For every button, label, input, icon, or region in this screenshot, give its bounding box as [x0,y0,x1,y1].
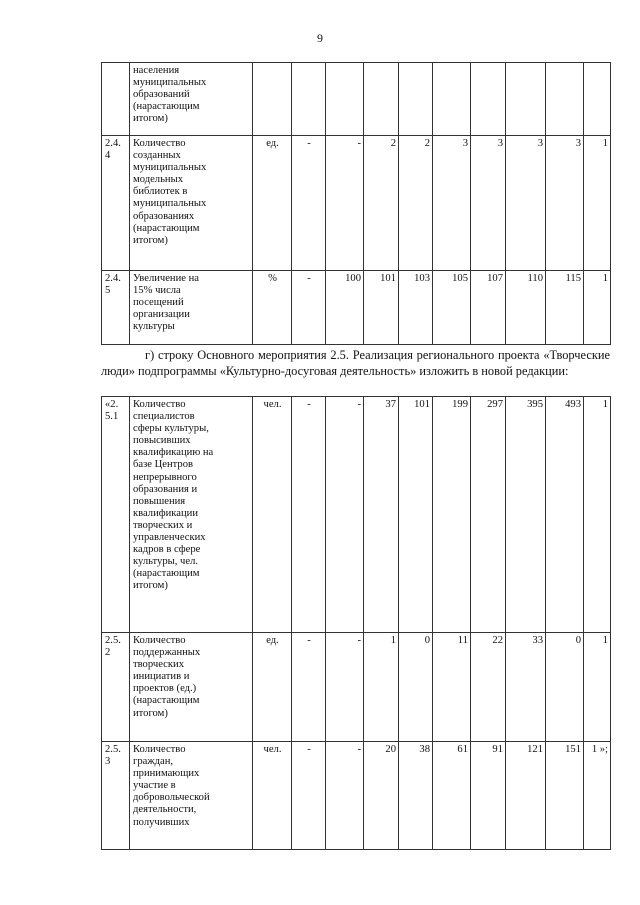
weight-value: 1 [584,397,611,633]
description-line: итогом) [133,113,168,125]
unit-of-measure: ед. [253,136,292,271]
description-line: культуры [133,321,175,333]
year-value: 33 [506,633,546,742]
year-value: 61 [433,742,471,850]
description-line: итогом) [133,234,168,246]
base-value-1: - [292,271,326,345]
year-value: 199 [433,397,471,633]
description-line: сферы культуры, [133,423,209,435]
weight-value: 1 [584,271,611,345]
year-value: 22 [471,633,506,742]
year-value: 3 [471,136,506,271]
description-line: творческих и [133,519,193,531]
year-value: 38 [399,742,433,850]
row-code: 2.4. 4 [102,136,130,271]
description-line: добровольческой [133,792,210,804]
year-value: 0 [546,633,584,742]
base-value-1: - [292,397,326,633]
year-value: 110 [506,271,546,345]
description-line: принимающих [133,768,200,780]
base-value-2: - [326,136,364,271]
description-line: культуры, чел. [133,556,199,568]
weight-value: 1 »; [584,742,611,850]
year-value: 151 [546,742,584,850]
row-code: 2.4. 5 [102,271,130,345]
unit-of-measure: чел. [253,742,292,850]
indicator-description [130,271,253,345]
description-line: муниципальных [133,162,207,174]
description-line: Увеличение на [133,273,199,284]
description-line: квалификации [133,507,198,519]
year-value: 11 [433,633,471,742]
row-code: «2. 5.1 [102,397,130,633]
description-line: (нарастающим [133,568,200,580]
year-value [433,63,471,136]
base-value-2: - [326,742,364,850]
description-line: (нарастающим [133,101,200,113]
year-value: 3 [433,136,471,271]
description-line: деятельности, [133,804,197,816]
weight-value: 1 [584,633,611,742]
description-line: муниципальных [133,77,207,89]
unit-of-measure: ед. [253,633,292,742]
description-line: участие в [133,780,176,792]
description-line: модельных [133,174,183,186]
year-value [364,63,399,136]
description-line: библиотек в [133,186,188,198]
description-line: проектов (ед.) [133,683,197,695]
year-value: 121 [506,742,546,850]
indicator-description [130,742,253,850]
description-line: творческих [133,659,184,671]
description-line: Количество [133,399,186,410]
indicator-description [130,633,253,742]
indicator-description [130,63,253,136]
year-value: 395 [506,397,546,633]
year-value: 3 [506,136,546,271]
description-line: посещений [133,297,184,309]
year-value: 297 [471,397,506,633]
year-value [399,63,433,136]
description-line: квалификацию на [133,447,214,459]
row-code [102,63,130,136]
year-value: 107 [471,271,506,345]
description-line: управленческих [133,532,206,544]
description-line: организации [133,309,190,321]
weight-value [584,63,611,136]
year-value: 3 [546,136,584,271]
description-line: созданных [133,150,181,162]
base-value-2: - [326,397,364,633]
description-line: граждан, [133,756,174,768]
year-value [471,63,506,136]
description-line: Количество [133,635,186,646]
base-value-1: - [292,742,326,850]
year-value: 103 [399,271,433,345]
year-value: 115 [546,271,584,345]
base-value-1 [292,63,326,136]
weight-value: 1 [584,136,611,271]
indicator-description [130,136,253,271]
year-value: 105 [433,271,471,345]
description-line: поддержанных [133,647,201,659]
base-value-1: - [292,633,326,742]
base-value-2: - [326,633,364,742]
year-value [506,63,546,136]
description-line: итогом) [133,707,168,719]
year-value: 20 [364,742,399,850]
year-value [546,63,584,136]
description-line: 15% числа [133,285,181,297]
year-value: 101 [399,397,433,633]
row-code: 2.5. 3 [102,742,130,850]
description-line: кадров в сфере [133,544,201,556]
year-value: 0 [399,633,433,742]
year-value: 493 [546,397,584,633]
amendment-paragraph-text: г) строку Основного мероприятия 2.5. Реализация регионального проекта «Творческие люди» подпрограммы «Культурно-досуговая деятельность» изложить в новой редакции: [101,348,610,378]
year-value: 101 [364,271,399,345]
table-row [102,633,611,742]
year-value: 1 [364,633,399,742]
indicator-description [130,397,253,633]
description-line: образования и [133,483,198,495]
description-line: (нарастающим [133,222,200,234]
table-row [102,136,611,271]
description-line: итогом) [133,580,168,592]
description-line: (нарастающим [133,695,200,707]
table-row [102,397,611,633]
description-line: инициатив и [133,671,190,683]
table-row [102,63,611,136]
base-value-1: - [292,136,326,271]
description-line: специалистов [133,411,195,423]
page-number: 9 [317,31,323,45]
description-line: населения [133,65,180,76]
amendment-paragraph [101,347,610,379]
row-code: 2.5. 2 [102,633,130,742]
description-line: образованиях [133,210,195,222]
description-line: получивших [133,816,190,828]
description-line: базе Центров [133,459,194,471]
table-row [102,271,611,345]
unit-of-measure: чел. [253,397,292,633]
description-line: повысивших [133,435,191,447]
year-value: 2 [399,136,433,271]
unit-of-measure: % [253,271,292,345]
description-line: Количество [133,138,186,149]
indicators-table-bottom [101,396,611,850]
description-line: повышения [133,495,186,507]
base-value-2 [326,63,364,136]
unit-of-measure [253,63,292,136]
description-line: Количество [133,744,186,755]
description-line: муниципальных [133,198,207,210]
year-value: 37 [364,397,399,633]
table-row [102,742,611,850]
description-line: образований [133,89,190,101]
indicators-table-top [101,62,611,345]
base-value-2: 100 [326,271,364,345]
year-value: 2 [364,136,399,271]
year-value: 91 [471,742,506,850]
description-line: непрерывного [133,471,197,483]
